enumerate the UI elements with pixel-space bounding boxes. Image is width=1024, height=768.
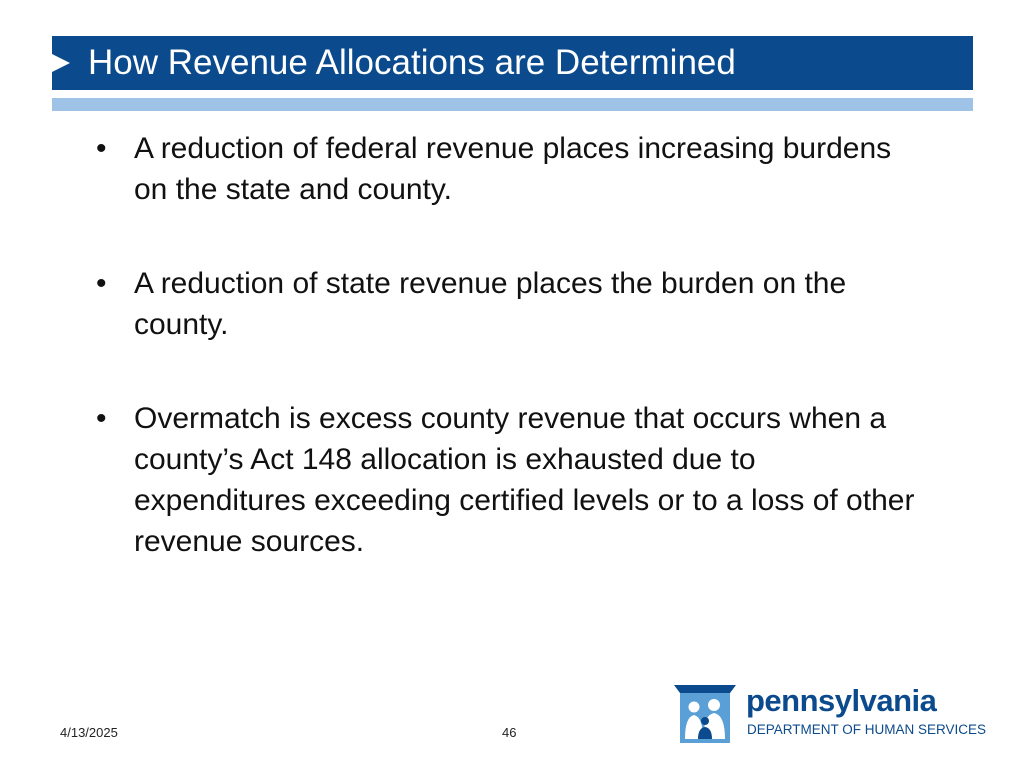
bullet-text: A reduction of state revenue places the burden on the county. (134, 267, 847, 341)
bullet-marker: • (96, 132, 107, 165)
pa-dhs-logo (672, 683, 987, 747)
bullet-list (92, 128, 922, 615)
keystone-family-icon (672, 683, 738, 745)
title-underline-stripe (52, 98, 973, 111)
bullet-item (92, 263, 922, 345)
logo-department: DEPARTMENT OF HUMAN SERVICES (747, 722, 987, 737)
logo-wordmark: pennsylvania (746, 683, 937, 718)
slide-title: How Revenue Allocations are Determined (88, 43, 736, 82)
footer-date: 4/13/2025 (60, 725, 118, 740)
bullet-marker: • (96, 267, 107, 300)
page-number: 46 (502, 725, 517, 740)
title-bar (52, 36, 973, 90)
bullet-item (92, 128, 922, 210)
bullet-marker: • (96, 402, 107, 435)
bullet-text: Overmatch is excess county revenue that occurs when a county’s Act 148 allocation is exhausted due to expenditures exceeding certified levels or to a loss of other revenue sources. (134, 402, 915, 558)
bullet-item (92, 398, 922, 562)
bullet-text: A reduction of federal revenue places increasing burdens on the state and county. (134, 132, 892, 206)
title-arrow-icon (52, 54, 70, 72)
